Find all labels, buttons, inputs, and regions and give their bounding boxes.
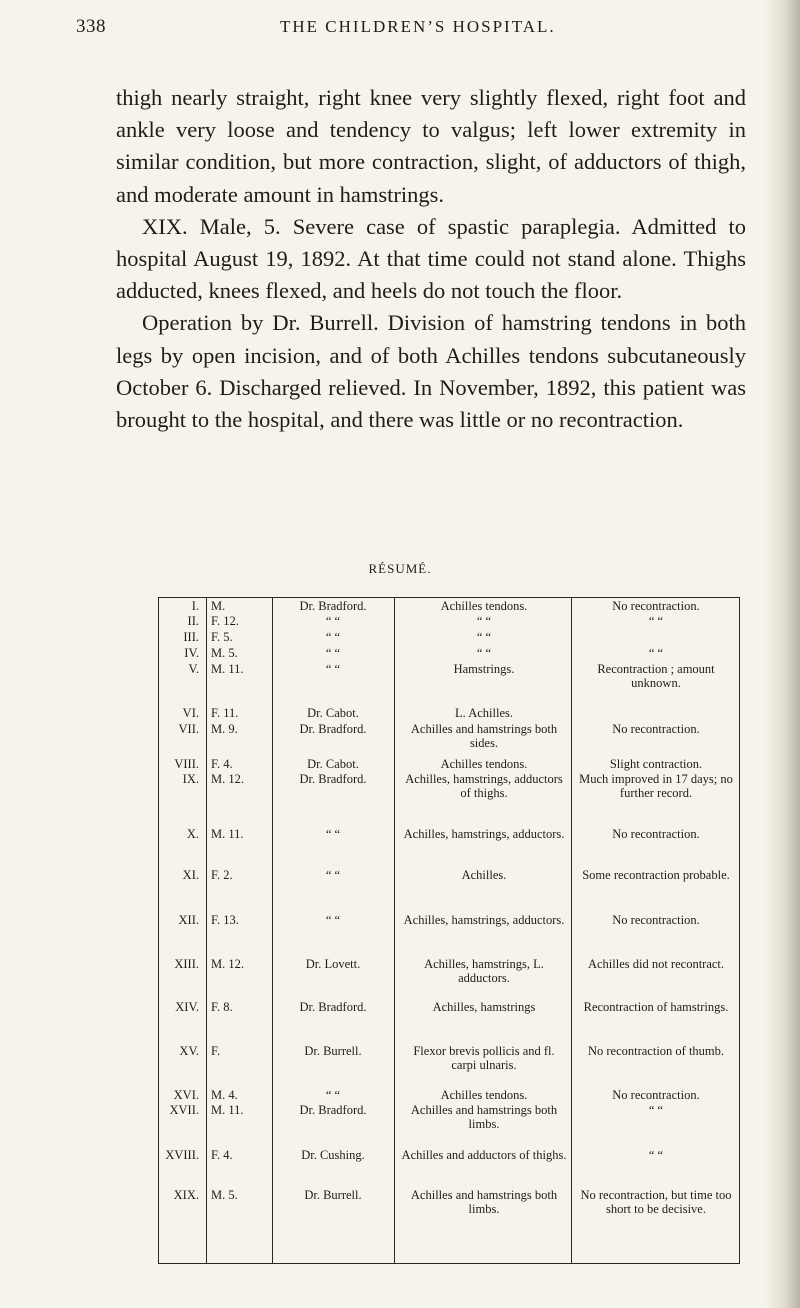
result-cell: Some recontraction probable. [582, 868, 730, 882]
resume-title: RÉSUMÉ. [368, 561, 432, 576]
surgeon-cell: “ “ [325, 913, 341, 927]
surgeon-cell: Dr. Bradford. [299, 1000, 367, 1014]
sex-age-cell: F. 12. [211, 614, 239, 628]
operation-cell: Achilles tendons. [440, 1088, 528, 1102]
sex-age-cell: F. 4. [211, 1148, 233, 1162]
result-cell: “ “ [648, 1148, 664, 1162]
case-number-cell: XI. [182, 868, 199, 882]
surgeon-cell: Dr. Burrell. [304, 1044, 362, 1058]
surgeon-cell: Dr. Bradford. [299, 722, 367, 736]
case-number-cell: XV. [179, 1044, 199, 1058]
running-title: THE CHILDREN’S HOSPITAL. [280, 17, 556, 36]
operation-cell: Achilles and hamstrings both limbs. [410, 1103, 558, 1131]
result-cell: Much improved in 17 days; no further record. [579, 772, 733, 800]
operation-cell: “ “ [476, 614, 492, 628]
surgeon-cell: “ “ [325, 1088, 341, 1102]
surgeon-cell: Dr. Cabot. [307, 757, 359, 771]
paragraph: Operation by Dr. Burrell. Division of hamstring tendons in both legs by open incision, and of both Achilles tendons subcutaneously October 6. Discharged relieved. In November, 1892, this patient was brought to the hospital, and there was little or no recontraction. [116, 310, 746, 433]
surgeon-cell: “ “ [325, 614, 341, 628]
sex-age-cell: F. 5. [211, 630, 233, 644]
operation-cell: Achilles and hamstrings both limbs. [410, 1188, 558, 1216]
operation-cell: Achilles tendons. [440, 757, 528, 771]
case-number-cell: I. [191, 599, 199, 613]
operation-cell: Achilles, hamstrings, adductors. [403, 913, 565, 927]
case-number-cell: XIV. [175, 1000, 199, 1014]
page-header [0, 16, 800, 46]
surgeon-cell: “ “ [325, 827, 341, 841]
result-cell: No recontraction. [612, 827, 700, 841]
sex-age-cell: M. 11. [211, 827, 244, 841]
sex-age-cell: M. [211, 599, 226, 613]
result-cell: Recontraction ; amount unknown. [597, 662, 715, 690]
case-number-cell: II. [187, 614, 199, 628]
page-edge-shadow [764, 0, 800, 1308]
sex-age-cell: F. 11. [211, 706, 239, 720]
sex-age-cell: F. 2. [211, 868, 233, 882]
operation-cell: L. Achilles. [455, 706, 513, 720]
case-number-cell: XIX. [173, 1188, 199, 1202]
operation-cell: “ “ [476, 646, 492, 660]
sex-age-cell: M. 9. [211, 722, 238, 736]
case-number-cell: VII. [178, 722, 199, 736]
case-number-cell: VI. [182, 706, 199, 720]
sex-age-cell: M. 5. [211, 646, 238, 660]
case-number-cell: XIII. [174, 957, 199, 971]
case-number-cell: IX. [182, 772, 199, 786]
column-divider [571, 598, 572, 1263]
result-cell: “ “ [648, 646, 664, 660]
operation-cell: Achilles. [461, 868, 507, 882]
result-cell: Achilles did not recontract. [587, 957, 725, 971]
operation-cell: Achilles, hamstrings, adductors. [403, 827, 565, 841]
result-cell: “ “ [648, 614, 664, 628]
result-cell: No recontraction. [612, 913, 700, 927]
resume-table [158, 597, 740, 1264]
case-number-cell: XVIII. [165, 1148, 199, 1162]
result-cell: No recontraction, but time too short to be decisive. [580, 1188, 732, 1216]
surgeon-cell: “ “ [325, 662, 341, 676]
case-number-cell: XVI. [173, 1088, 199, 1102]
sex-age-cell: F. 4. [211, 757, 233, 771]
column-divider [206, 598, 207, 1263]
result-cell: No recontraction. [612, 1088, 700, 1102]
surgeon-cell: “ “ [325, 630, 341, 644]
case-number-cell: IV. [184, 646, 199, 660]
case-number-cell: III. [183, 630, 199, 644]
body-text [116, 82, 746, 436]
sex-age-cell: M. 4. [211, 1088, 238, 1102]
case-number-cell: XII. [178, 913, 199, 927]
result-cell: Recontraction of hamstrings. [583, 1000, 729, 1014]
case-number-cell: X. [186, 827, 199, 841]
result-cell: No recontraction. [612, 599, 700, 613]
case-number-cell: VIII. [174, 757, 199, 771]
surgeon-cell: “ “ [325, 646, 341, 660]
surgeon-cell: Dr. Bradford. [299, 772, 367, 786]
operation-cell: Achilles and hamstrings both sides. [410, 722, 558, 750]
surgeon-cell: Dr. Lovett. [305, 957, 361, 971]
operation-cell: Achilles and adductors of thighs. [401, 1148, 567, 1162]
operation-cell: Achilles, hamstrings [432, 1000, 536, 1014]
sex-age-cell: M. 11. [211, 662, 244, 676]
operation-cell: “ “ [476, 630, 492, 644]
surgeon-cell: Dr. Cushing. [301, 1148, 365, 1162]
sex-age-cell: F. 8. [211, 1000, 233, 1014]
sex-age-cell: F. [211, 1044, 221, 1058]
paragraph: XIX. Male, 5. Severe case of spastic paraplegia. Admitted to hospital August 19, 1892. At that time could not stand alone. Thighs adducted, knees flexed, and heels do not touch the floor. [116, 213, 746, 304]
surgeon-cell: Dr. Bradford. [299, 1103, 367, 1117]
column-divider [272, 598, 273, 1263]
result-cell: “ “ [648, 1103, 664, 1117]
surgeon-cell: “ “ [325, 868, 341, 882]
case-number-cell: XVII. [169, 1103, 199, 1117]
case-number-cell: V. [188, 662, 199, 676]
sex-age-cell: M. 11. [211, 1103, 244, 1117]
sex-age-cell: M. 12. [211, 772, 244, 786]
result-cell: Slight contraction. [609, 757, 703, 771]
surgeon-cell: Dr. Burrell. [304, 1188, 362, 1202]
operation-cell: Achilles tendons. [440, 599, 528, 613]
operation-cell: Achilles, hamstrings, L. adductors. [424, 957, 544, 985]
result-cell: No recontraction. [612, 722, 700, 736]
paragraph: thigh nearly straight, right knee very slightly flexed, right foot and ankle very loose and tendency to valgus; left lower extremity in similar condition, but more contraction, slight, of adductors of thigh, and moderate amount in hamstrings. [116, 85, 746, 207]
page-number: 338 [76, 16, 106, 37]
sex-age-cell: F. 13. [211, 913, 239, 927]
operation-cell: Flexor brevis pollicis and fl. carpi ulnaris. [413, 1044, 555, 1072]
surgeon-cell: Dr. Bradford. [299, 599, 367, 613]
column-divider [394, 598, 395, 1263]
sex-age-cell: M. 12. [211, 957, 244, 971]
operation-cell: Achilles, hamstrings, adductors of thighs. [405, 772, 563, 800]
surgeon-cell: Dr. Cabot. [307, 706, 359, 720]
operation-cell: Hamstrings. [453, 662, 515, 676]
sex-age-cell: M. 5. [211, 1188, 238, 1202]
result-cell: No recontraction of thumb. [587, 1044, 725, 1058]
